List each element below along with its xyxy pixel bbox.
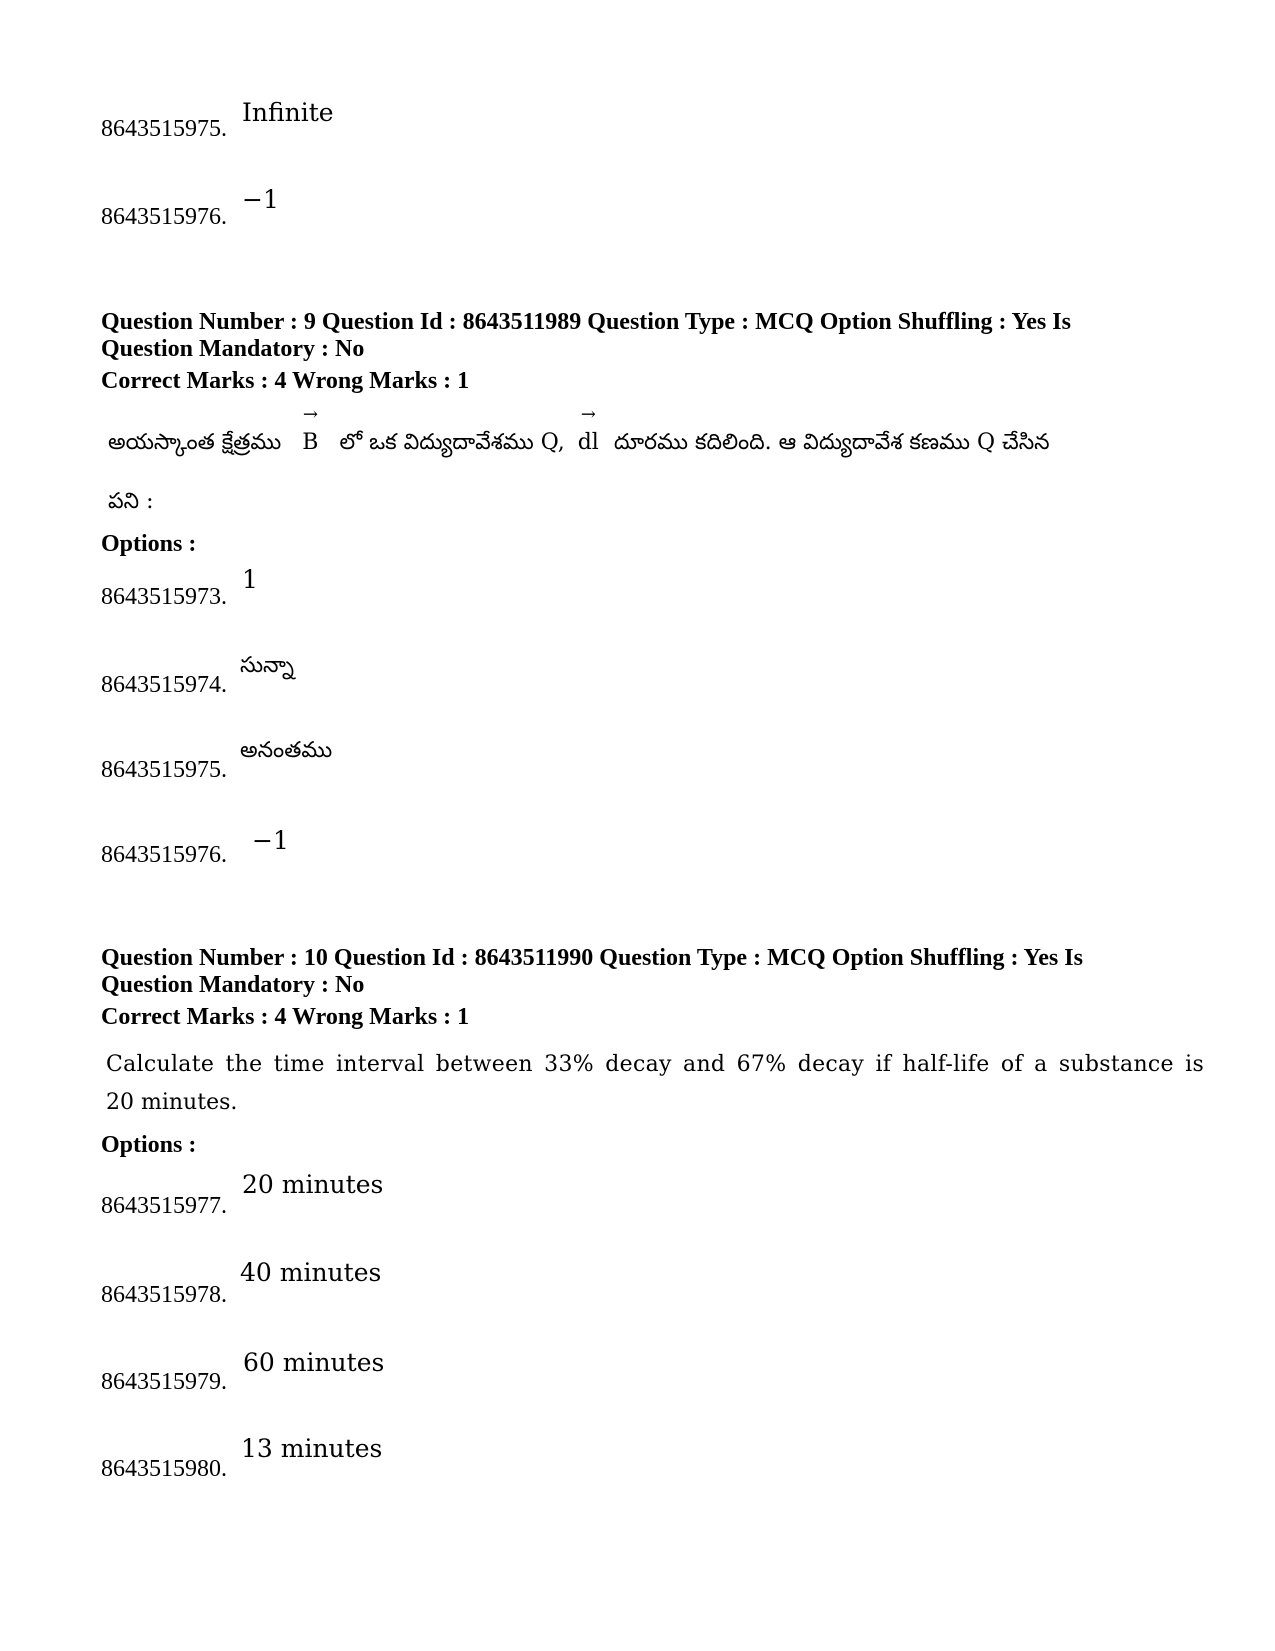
- vector-arrow-icon: →: [302, 404, 318, 425]
- question-10-text-line2: 20 minutes.: [106, 1090, 238, 1115]
- vector-dl-letters: dl: [577, 430, 599, 455]
- option-text: అనంతము: [240, 738, 333, 763]
- question-9-text: [108, 404, 1050, 458]
- question-10-text: Calculate the time interval between 33% decay and 67% decay if half-life of a substance is: [106, 1052, 1205, 1077]
- question-10-header: Question Number : 10 Question Id : 8643511990 Question Type : MCQ Option Shuffling : Yes Is: [101, 945, 1083, 971]
- option-id: 8643515976.: [101, 204, 227, 230]
- option-id: 8643515979.: [101, 1369, 227, 1395]
- question-9-marks: Correct Marks : 4 Wrong Marks : 1: [101, 368, 470, 394]
- question-9-text-part1: అయస్కాంత క్షేత్రము: [108, 430, 282, 455]
- vector-b-letter: B: [302, 430, 319, 455]
- vector-arrow-icon: →: [580, 404, 596, 425]
- option-text: Infinite: [242, 98, 334, 127]
- option-id: 8643515975.: [101, 116, 227, 142]
- options-label: Options :: [101, 531, 197, 557]
- question-9-text-part3: దూరము కదిలింది. ఆ విద్యుదావేశ కణము Q చేసిన: [613, 430, 1050, 455]
- option-id: 8643515977.: [101, 1193, 227, 1219]
- question-9-header: Question Number : 9 Question Id : 8643511989 Question Type : MCQ Option Shuffling : Yes Is: [101, 309, 1071, 335]
- option-text: 1: [242, 565, 258, 594]
- vector-b: [302, 404, 319, 458]
- option-text: 60 minutes: [243, 1348, 385, 1377]
- option-id: 8643515974.: [101, 672, 227, 698]
- options-label: Options :: [101, 1132, 197, 1158]
- option-text: −1: [252, 826, 289, 855]
- question-10-mandatory: Question Mandatory : No: [101, 972, 365, 998]
- question-10-marks: Correct Marks : 4 Wrong Marks : 1: [101, 1004, 470, 1030]
- question-9-mandatory: Question Mandatory : No: [101, 336, 365, 362]
- question-9-text-part2: లో ఒక విద్యుదావేశము Q,: [339, 430, 565, 455]
- question-9-text-line2: పని :: [108, 489, 154, 514]
- option-text: సున్నా: [240, 653, 294, 678]
- option-text: 20 minutes: [242, 1170, 384, 1199]
- option-id: 8643515973.: [101, 584, 227, 610]
- option-id: 8643515975.: [101, 757, 227, 783]
- option-text: −1: [242, 185, 279, 214]
- vector-dl: [577, 404, 599, 458]
- option-text: 13 minutes: [241, 1434, 383, 1463]
- option-id: 8643515978.: [101, 1282, 227, 1308]
- option-id: 8643515980.: [101, 1456, 227, 1482]
- option-text: 40 minutes: [240, 1258, 382, 1287]
- option-id: 8643515976.: [101, 842, 227, 868]
